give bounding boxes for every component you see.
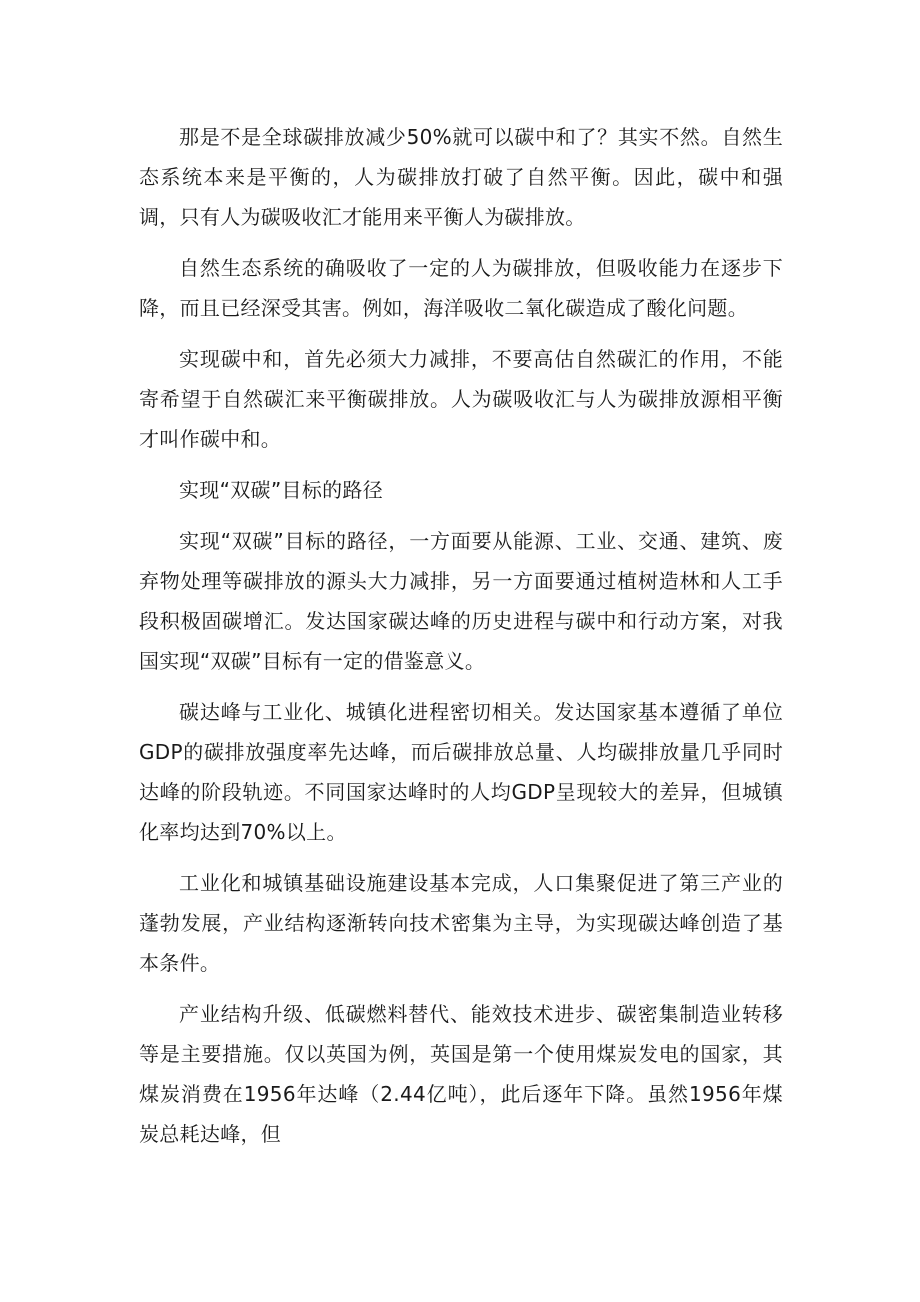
paragraph-5: 碳达峰与工业化、城镇化进程密切相关。发达国家基本遵循了单位GDP的碳排放强度率先达峰，而后碳排放总量、人均碳排放量几乎同时达峰的阶段轨迹。不同国家达峰时的人均GDP呈现较大的差异，但城镇化率均达到70%以上。 — [139, 700, 783, 844]
section-heading: 实现“双碳”目标的路径 — [179, 478, 384, 502]
paragraph-1: 那是不是全球碳排放减少50%就可以碳中和了？其实不然。自然生态系统本来是平衡的，人为碳排放打破了自然平衡。因此，碳中和强调，只有人为碳吸收汇才能用来平衡人为碳排放。 — [139, 125, 783, 229]
document-body — [139, 117, 783, 1165]
paragraph-7: 产业结构升级、低碳燃料替代、能效技术进步、碳密集制造业转移等是主要措施。仅以英国为例，英国是第一个使用煤炭发电的国家，其煤炭消费在1956年达峰（2.44亿吨），此后逐年下降。虽然1956年煤炭总耗达峰，但 — [139, 1002, 783, 1146]
paragraph-3: 实现碳中和，首先必须大力减排，不要高估自然碳汇的作用，不能寄希望于自然碳汇来平衡碳排放。人为碳吸收汇与人为碳排放源相平衡才叫作碳中和。 — [139, 347, 783, 451]
paragraph-6: 工业化和城镇基础设施建设基本完成，人口集聚促进了第三产业的蓬勃发展，产业结构逐渐转向技术密集为主导，为实现碳达峰创造了基本条件。 — [139, 871, 783, 975]
paragraph-2: 自然生态系统的确吸收了一定的人为碳排放，但吸收能力在逐步下降，而且已经深受其害。例如，海洋吸收二氧化碳造成了酸化问题。 — [139, 256, 783, 320]
paragraph-4: 实现“双碳”目标的路径，一方面要从能源、工业、交通、建筑、废弃物处理等碳排放的源头大力减排，另一方面要通过植树造林和人工手段积极固碳增汇。发达国家碳达峰的历史进程与碳中和行动方案，对我国实现“双碳”目标有一定的借鉴意义。 — [139, 529, 783, 673]
